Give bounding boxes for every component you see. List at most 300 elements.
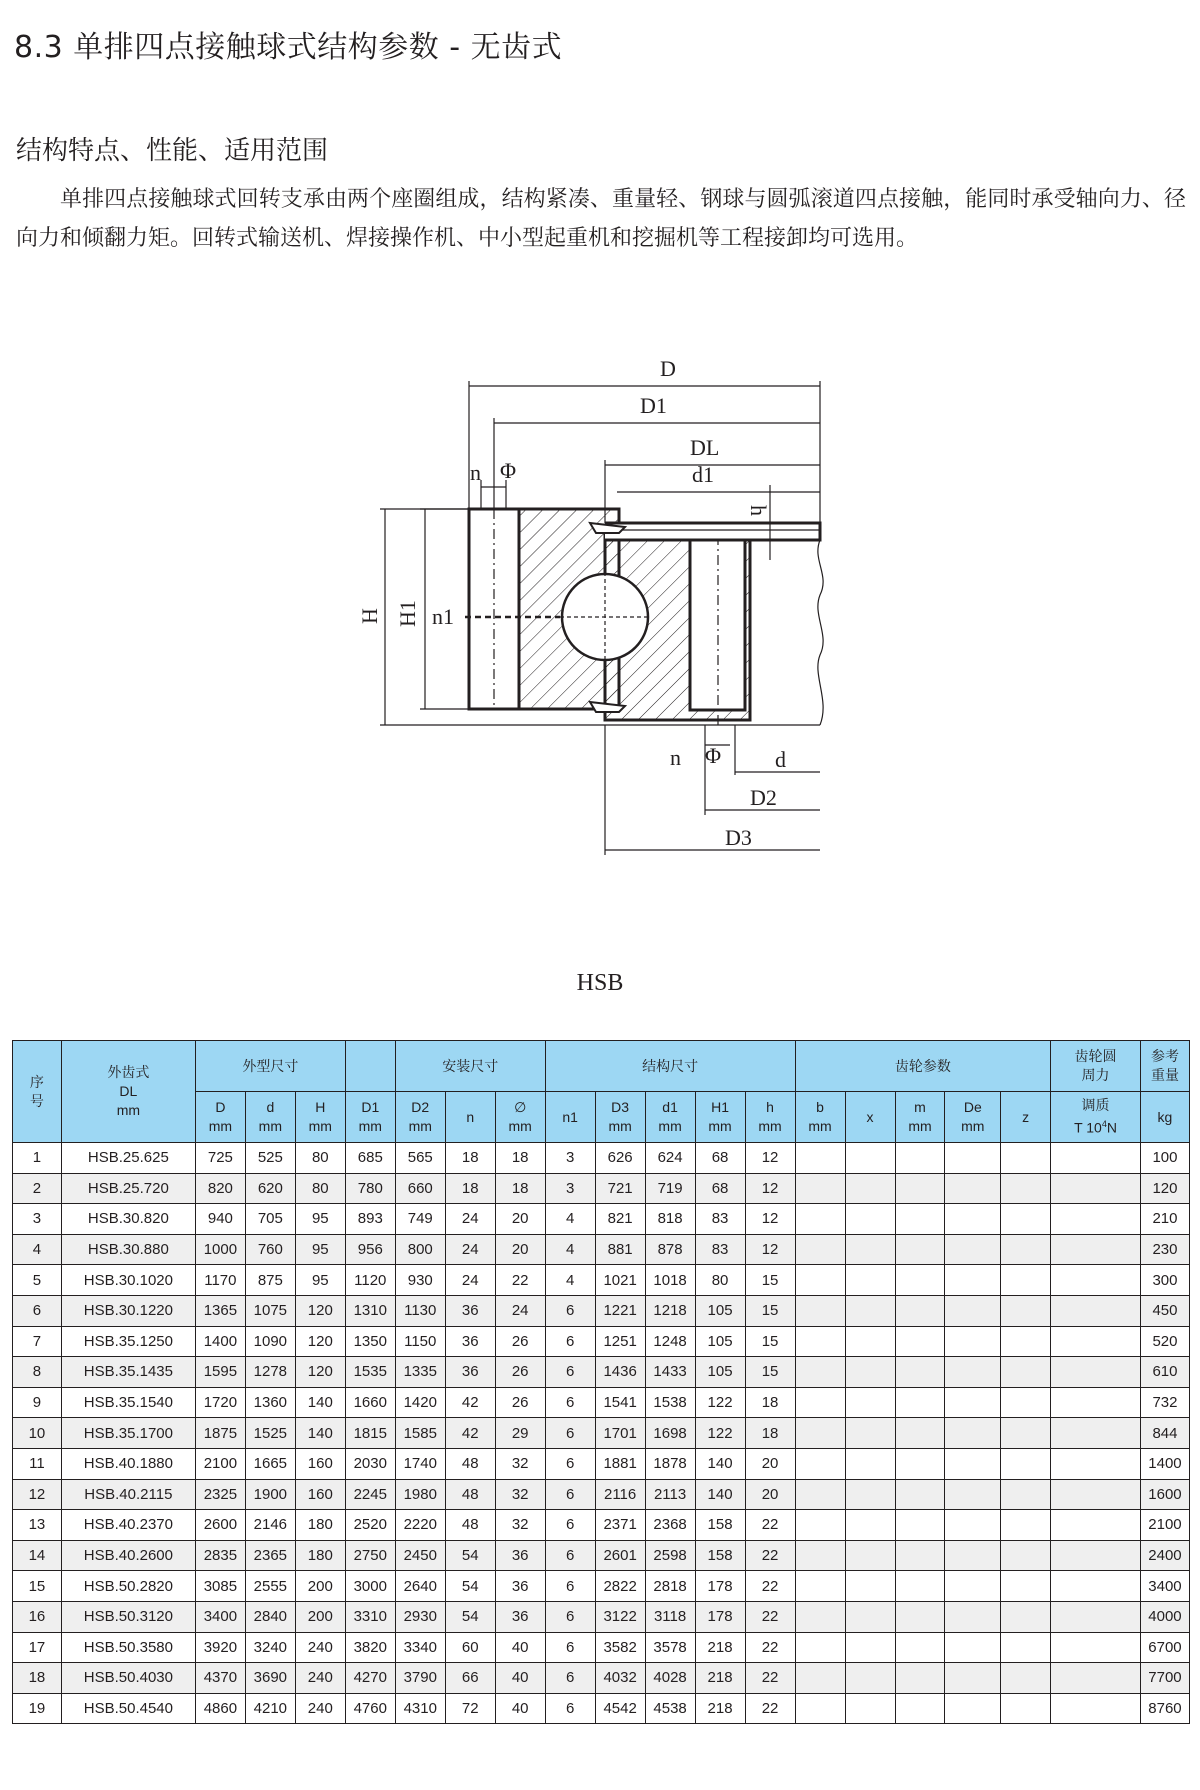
table-cell: 140 bbox=[695, 1448, 745, 1479]
table-cell: 624 bbox=[645, 1143, 695, 1174]
table-cell: HSB.50.3580 bbox=[61, 1632, 195, 1663]
table-cell: 54 bbox=[445, 1601, 495, 1632]
table-cell: 1360 bbox=[245, 1387, 295, 1418]
dim-phi-top-label: Φ bbox=[500, 458, 517, 483]
table-cell: 4270 bbox=[345, 1663, 395, 1694]
table-cell bbox=[845, 1663, 895, 1694]
table-cell: 1420 bbox=[395, 1387, 445, 1418]
table-cell bbox=[945, 1234, 1001, 1265]
table-cell: 1335 bbox=[395, 1357, 445, 1388]
table-cell bbox=[1001, 1510, 1051, 1541]
table-cell: 1433 bbox=[645, 1357, 695, 1388]
col-d: d mm bbox=[245, 1092, 295, 1143]
header-d1-group bbox=[345, 1041, 395, 1092]
table-cell: 3310 bbox=[345, 1601, 395, 1632]
dim-D1-label: D1 bbox=[640, 393, 667, 418]
table-cell: 881 bbox=[595, 1234, 645, 1265]
table-cell: 18 bbox=[495, 1173, 545, 1204]
table-cell bbox=[895, 1173, 945, 1204]
section-subtitle: 结构特点、性能、适用范围 bbox=[16, 136, 329, 166]
table-cell: HSB.40.2115 bbox=[61, 1479, 195, 1510]
table-cell bbox=[945, 1326, 1001, 1357]
table-cell: 1 bbox=[13, 1143, 62, 1174]
table-cell bbox=[845, 1265, 895, 1296]
table-cell: 20 bbox=[495, 1204, 545, 1235]
table-row bbox=[13, 1571, 1190, 1602]
header-model: 外齿式 DL mm bbox=[61, 1041, 195, 1143]
table-cell: 610 bbox=[1140, 1357, 1189, 1388]
dim-H1-label: H1 bbox=[395, 600, 420, 627]
table-cell: 940 bbox=[195, 1204, 245, 1235]
table-cell: 6 bbox=[545, 1571, 595, 1602]
table-cell bbox=[895, 1571, 945, 1602]
table-cell bbox=[895, 1693, 945, 1724]
table-row bbox=[13, 1601, 1190, 1632]
table-cell: 1170 bbox=[195, 1265, 245, 1296]
table-cell: 2100 bbox=[195, 1448, 245, 1479]
table-cell: 1660 bbox=[345, 1387, 395, 1418]
table-cell bbox=[1001, 1234, 1051, 1265]
dim-n1-label: n1 bbox=[432, 604, 454, 629]
table-cell bbox=[1051, 1173, 1141, 1204]
table-cell: 15 bbox=[745, 1357, 795, 1388]
table-cell bbox=[1051, 1510, 1141, 1541]
table-cell: 1350 bbox=[345, 1326, 395, 1357]
table-cell: 2640 bbox=[395, 1571, 445, 1602]
table-cell bbox=[945, 1295, 1001, 1326]
table-cell: HSB.50.2820 bbox=[61, 1571, 195, 1602]
table-cell bbox=[895, 1387, 945, 1418]
table-cell bbox=[795, 1632, 845, 1663]
table-row bbox=[13, 1143, 1190, 1174]
table-cell: 22 bbox=[745, 1540, 795, 1571]
table-cell: 4 bbox=[545, 1234, 595, 1265]
table-cell: 20 bbox=[745, 1479, 795, 1510]
table-cell bbox=[1051, 1387, 1141, 1418]
table-cell: 105 bbox=[695, 1326, 745, 1357]
table-cell: 3 bbox=[545, 1173, 595, 1204]
dim-D2-label: D2 bbox=[750, 785, 777, 810]
table-cell bbox=[1051, 1663, 1141, 1694]
dim-D3-label: D3 bbox=[725, 825, 752, 850]
table-cell bbox=[945, 1173, 1001, 1204]
table-cell: 6 bbox=[545, 1663, 595, 1694]
table-cell: 240 bbox=[295, 1693, 345, 1724]
table-cell bbox=[1051, 1418, 1141, 1449]
table-cell: 3582 bbox=[595, 1632, 645, 1663]
spec-table bbox=[12, 1040, 1190, 1724]
table-cell: 2371 bbox=[595, 1510, 645, 1541]
table-cell: 22 bbox=[745, 1693, 795, 1724]
table-cell bbox=[1001, 1357, 1051, 1388]
table-cell bbox=[1001, 1601, 1051, 1632]
table-cell: HSB.25.720 bbox=[61, 1173, 195, 1204]
header-weight: 参考 重量 bbox=[1140, 1041, 1189, 1092]
table-cell: 140 bbox=[295, 1418, 345, 1449]
table-cell: 7 bbox=[13, 1326, 62, 1357]
col-phi: ∅ mm bbox=[495, 1092, 545, 1143]
table-cell: 1436 bbox=[595, 1357, 645, 1388]
table-cell bbox=[895, 1418, 945, 1449]
table-cell: 4860 bbox=[195, 1693, 245, 1724]
table-cell: 705 bbox=[245, 1204, 295, 1235]
table-cell: 218 bbox=[695, 1632, 745, 1663]
table-cell: 1000 bbox=[195, 1234, 245, 1265]
table-cell: 565 bbox=[395, 1143, 445, 1174]
table-row bbox=[13, 1295, 1190, 1326]
table-cell: 54 bbox=[445, 1571, 495, 1602]
table-cell: 83 bbox=[695, 1234, 745, 1265]
table-cell: HSB.30.1020 bbox=[61, 1265, 195, 1296]
table-cell: 12 bbox=[745, 1173, 795, 1204]
table-cell bbox=[1001, 1143, 1051, 1174]
table-cell: HSB.40.2600 bbox=[61, 1540, 195, 1571]
table-cell: 878 bbox=[645, 1234, 695, 1265]
table-cell: 1278 bbox=[245, 1357, 295, 1388]
header-outer-dimensions: 外型尺寸 bbox=[195, 1041, 345, 1092]
table-cell bbox=[1051, 1448, 1141, 1479]
table-cell: 68 bbox=[695, 1143, 745, 1174]
table-cell: 2365 bbox=[245, 1540, 295, 1571]
table-cell: 15 bbox=[745, 1295, 795, 1326]
table-cell: 105 bbox=[695, 1295, 745, 1326]
table-row bbox=[13, 1448, 1190, 1479]
table-cell: 12 bbox=[13, 1479, 62, 1510]
table-cell bbox=[845, 1418, 895, 1449]
table-cell: 3578 bbox=[645, 1632, 695, 1663]
table-cell: 3400 bbox=[195, 1601, 245, 1632]
table-cell: 22 bbox=[745, 1632, 795, 1663]
table-cell: 1525 bbox=[245, 1418, 295, 1449]
table-cell bbox=[845, 1540, 895, 1571]
table-cell: 2325 bbox=[195, 1479, 245, 1510]
table-cell: 1248 bbox=[645, 1326, 695, 1357]
table-cell bbox=[895, 1448, 945, 1479]
table-cell: 2100 bbox=[1140, 1510, 1189, 1541]
table-cell bbox=[795, 1357, 845, 1388]
table-row bbox=[13, 1632, 1190, 1663]
table-cell bbox=[845, 1479, 895, 1510]
table-cell: 158 bbox=[695, 1540, 745, 1571]
table-cell bbox=[895, 1663, 945, 1694]
col-b: b mm bbox=[795, 1092, 845, 1143]
table-cell: 4000 bbox=[1140, 1601, 1189, 1632]
table-cell: 178 bbox=[695, 1571, 745, 1602]
table-cell: 1585 bbox=[395, 1418, 445, 1449]
table-cell: 6700 bbox=[1140, 1632, 1189, 1663]
table-cell: 120 bbox=[295, 1326, 345, 1357]
col-force: 调质 T $10^4N$ bbox=[1051, 1092, 1141, 1143]
table-cell: 22 bbox=[745, 1571, 795, 1602]
table-cell: 719 bbox=[645, 1173, 695, 1204]
table-cell: 3 bbox=[13, 1204, 62, 1235]
table-cell bbox=[1001, 1204, 1051, 1235]
table-cell: 48 bbox=[445, 1479, 495, 1510]
table-cell: 3690 bbox=[245, 1663, 295, 1694]
table-row bbox=[13, 1510, 1190, 1541]
table-cell bbox=[1051, 1571, 1141, 1602]
table-cell bbox=[795, 1601, 845, 1632]
table-cell: 844 bbox=[1140, 1418, 1189, 1449]
table-cell: 200 bbox=[295, 1601, 345, 1632]
table-cell: 732 bbox=[1140, 1387, 1189, 1418]
dim-phi-bottom-label: Φ bbox=[705, 743, 722, 768]
table-cell: 48 bbox=[445, 1448, 495, 1479]
table-cell: 1698 bbox=[645, 1418, 695, 1449]
header-install-dimensions: 安装尺寸 bbox=[395, 1041, 545, 1092]
table-row bbox=[13, 1540, 1190, 1571]
table-cell: 1665 bbox=[245, 1448, 295, 1479]
table-cell: 66 bbox=[445, 1663, 495, 1694]
table-cell: 875 bbox=[245, 1265, 295, 1296]
table-cell bbox=[1051, 1632, 1141, 1663]
table-cell: 4310 bbox=[395, 1693, 445, 1724]
table-cell: 13 bbox=[13, 1510, 62, 1541]
col-n1: n1 bbox=[545, 1092, 595, 1143]
table-cell bbox=[1001, 1387, 1051, 1418]
table-cell: 18 bbox=[745, 1418, 795, 1449]
table-cell: 3000 bbox=[345, 1571, 395, 1602]
table-cell: 1878 bbox=[645, 1448, 695, 1479]
table-cell: 12 bbox=[745, 1143, 795, 1174]
table-cell bbox=[1001, 1663, 1051, 1694]
table-cell bbox=[795, 1204, 845, 1235]
table-cell bbox=[895, 1326, 945, 1357]
header-structure-dimensions: 结构尺寸 bbox=[545, 1041, 795, 1092]
table-cell: 1980 bbox=[395, 1479, 445, 1510]
table-cell: 9 bbox=[13, 1387, 62, 1418]
table-cell: 1720 bbox=[195, 1387, 245, 1418]
table-cell: 626 bbox=[595, 1143, 645, 1174]
table-cell: HSB.35.1435 bbox=[61, 1357, 195, 1388]
table-cell: 2835 bbox=[195, 1540, 245, 1571]
col-D1: D1 mm bbox=[345, 1092, 395, 1143]
table-cell: 2930 bbox=[395, 1601, 445, 1632]
table-cell: 1535 bbox=[345, 1357, 395, 1388]
table-cell: 24 bbox=[495, 1295, 545, 1326]
table-cell bbox=[1051, 1540, 1141, 1571]
table-cell: 6 bbox=[545, 1510, 595, 1541]
table-cell: 54 bbox=[445, 1540, 495, 1571]
bearing-cross-section-diagram bbox=[0, 340, 1200, 880]
table-cell: 4 bbox=[13, 1234, 62, 1265]
table-cell: HSB.40.1880 bbox=[61, 1448, 195, 1479]
table-cell: 24 bbox=[445, 1265, 495, 1296]
table-cell: 26 bbox=[495, 1387, 545, 1418]
table-cell bbox=[945, 1663, 1001, 1694]
table-cell: 14 bbox=[13, 1540, 62, 1571]
table-cell: 525 bbox=[245, 1143, 295, 1174]
table-cell bbox=[945, 1632, 1001, 1663]
table-cell bbox=[945, 1540, 1001, 1571]
table-cell: 18 bbox=[445, 1173, 495, 1204]
table-cell: 2146 bbox=[245, 1510, 295, 1541]
table-cell: 721 bbox=[595, 1173, 645, 1204]
table-cell: 749 bbox=[395, 1204, 445, 1235]
table-cell: 800 bbox=[395, 1234, 445, 1265]
table-cell: 300 bbox=[1140, 1265, 1189, 1296]
dim-n-top-label: n bbox=[470, 460, 481, 485]
table-cell: 660 bbox=[395, 1173, 445, 1204]
table-cell: 5 bbox=[13, 1265, 62, 1296]
table-row bbox=[13, 1234, 1190, 1265]
table-cell bbox=[845, 1357, 895, 1388]
table-cell: 1018 bbox=[645, 1265, 695, 1296]
table-cell: 26 bbox=[495, 1326, 545, 1357]
table-cell: 6 bbox=[545, 1295, 595, 1326]
table-cell: 6 bbox=[545, 1540, 595, 1571]
table-cell: 1900 bbox=[245, 1479, 295, 1510]
table-cell bbox=[795, 1479, 845, 1510]
table-cell bbox=[1051, 1601, 1141, 1632]
table-cell: 95 bbox=[295, 1265, 345, 1296]
table-cell: 6 bbox=[545, 1418, 595, 1449]
table-cell: 820 bbox=[195, 1173, 245, 1204]
table-cell: 4 bbox=[545, 1265, 595, 1296]
table-cell bbox=[1051, 1234, 1141, 1265]
table-cell: 20 bbox=[745, 1448, 795, 1479]
table-cell: 240 bbox=[295, 1663, 345, 1694]
table-cell: 180 bbox=[295, 1510, 345, 1541]
dim-DL-label: DL bbox=[690, 435, 720, 460]
table-cell bbox=[895, 1510, 945, 1541]
table-cell: 4760 bbox=[345, 1693, 395, 1724]
table-cell: 2520 bbox=[345, 1510, 395, 1541]
col-weight: kg bbox=[1140, 1092, 1189, 1143]
table-cell bbox=[895, 1295, 945, 1326]
table-cell: 3790 bbox=[395, 1663, 445, 1694]
table-cell: 3085 bbox=[195, 1571, 245, 1602]
table-cell: 11 bbox=[13, 1448, 62, 1479]
table-cell: 4028 bbox=[645, 1663, 695, 1694]
table-cell bbox=[945, 1601, 1001, 1632]
dim-n-bottom-label: n bbox=[670, 745, 681, 770]
table-cell: 80 bbox=[295, 1143, 345, 1174]
table-cell bbox=[1051, 1479, 1141, 1510]
table-cell: 2750 bbox=[345, 1540, 395, 1571]
dim-h-label: h bbox=[746, 505, 771, 516]
header-gear-force: 齿轮圆 周力 bbox=[1051, 1041, 1141, 1092]
table-cell bbox=[845, 1571, 895, 1602]
col-n: n bbox=[445, 1092, 495, 1143]
table-cell: 160 bbox=[295, 1479, 345, 1510]
table-cell: 6 bbox=[13, 1295, 62, 1326]
col-x: x bbox=[845, 1092, 895, 1143]
model-series-label: HSB bbox=[576, 970, 624, 996]
table-cell: 18 bbox=[745, 1387, 795, 1418]
table-cell: 10 bbox=[13, 1418, 62, 1449]
table-cell bbox=[795, 1295, 845, 1326]
table-cell bbox=[795, 1571, 845, 1602]
table-cell: 36 bbox=[495, 1601, 545, 1632]
table-cell: 2555 bbox=[245, 1571, 295, 1602]
table-cell: 6 bbox=[545, 1326, 595, 1357]
table-cell: 893 bbox=[345, 1204, 395, 1235]
table-cell: 178 bbox=[695, 1601, 745, 1632]
table-cell bbox=[945, 1387, 1001, 1418]
header-index: 序 号 bbox=[13, 1041, 62, 1143]
table-cell bbox=[795, 1540, 845, 1571]
table-cell bbox=[1001, 1479, 1051, 1510]
table-cell: 1365 bbox=[195, 1295, 245, 1326]
table-cell: 6 bbox=[545, 1601, 595, 1632]
col-D: D mm bbox=[195, 1092, 245, 1143]
header-gear-parameters: 齿轮参数 bbox=[795, 1041, 1051, 1092]
table-cell: 1538 bbox=[645, 1387, 695, 1418]
table-cell bbox=[845, 1295, 895, 1326]
dim-d-label: d bbox=[775, 747, 786, 772]
table-cell: 1600 bbox=[1140, 1479, 1189, 1510]
table-cell: 22 bbox=[745, 1601, 795, 1632]
table-cell bbox=[795, 1326, 845, 1357]
table-cell: 1021 bbox=[595, 1265, 645, 1296]
table-cell bbox=[1001, 1173, 1051, 1204]
col-d1: d1 mm bbox=[645, 1092, 695, 1143]
table-cell: 42 bbox=[445, 1418, 495, 1449]
table-cell: 180 bbox=[295, 1540, 345, 1571]
table-cell: 6 bbox=[545, 1693, 595, 1724]
table-cell: 2822 bbox=[595, 1571, 645, 1602]
table-cell bbox=[895, 1632, 945, 1663]
table-cell bbox=[795, 1663, 845, 1694]
table-cell: 4210 bbox=[245, 1693, 295, 1724]
table-cell: 1881 bbox=[595, 1448, 645, 1479]
table-row bbox=[13, 1693, 1190, 1724]
table-cell: 821 bbox=[595, 1204, 645, 1235]
dim-H-label: H bbox=[357, 608, 382, 624]
table-cell: 120 bbox=[295, 1295, 345, 1326]
table-cell: 40 bbox=[495, 1663, 545, 1694]
table-cell: 3122 bbox=[595, 1601, 645, 1632]
dim-d1-label: d1 bbox=[692, 462, 714, 487]
table-cell: 32 bbox=[495, 1448, 545, 1479]
table-cell: 218 bbox=[695, 1693, 745, 1724]
col-z: z bbox=[1001, 1092, 1051, 1143]
table-cell bbox=[945, 1143, 1001, 1174]
col-D2: D2 mm bbox=[395, 1092, 445, 1143]
table-cell: 24 bbox=[445, 1204, 495, 1235]
table-cell: 122 bbox=[695, 1387, 745, 1418]
table-cell: 36 bbox=[495, 1540, 545, 1571]
table-row bbox=[13, 1326, 1190, 1357]
table-cell bbox=[1001, 1571, 1051, 1602]
table-cell: HSB.50.4540 bbox=[61, 1693, 195, 1724]
table-cell: 18 bbox=[13, 1663, 62, 1694]
table-cell bbox=[1001, 1693, 1051, 1724]
table-cell bbox=[845, 1510, 895, 1541]
table-cell: 12 bbox=[745, 1204, 795, 1235]
table-cell: 22 bbox=[745, 1510, 795, 1541]
table-cell: 1310 bbox=[345, 1295, 395, 1326]
table-cell: HSB.50.3120 bbox=[61, 1601, 195, 1632]
table-cell: 218 bbox=[695, 1663, 745, 1694]
table-cell: 24 bbox=[445, 1234, 495, 1265]
col-D3: D3 mm bbox=[595, 1092, 645, 1143]
spec-table-header bbox=[13, 1041, 1190, 1143]
table-cell: 780 bbox=[345, 1173, 395, 1204]
table-cell: 1150 bbox=[395, 1326, 445, 1357]
table-cell: 2030 bbox=[345, 1448, 395, 1479]
table-cell: 4538 bbox=[645, 1693, 695, 1724]
table-cell bbox=[845, 1173, 895, 1204]
table-cell: 68 bbox=[695, 1173, 745, 1204]
table-cell: 818 bbox=[645, 1204, 695, 1235]
table-cell bbox=[895, 1479, 945, 1510]
table-cell: HSB.50.4030 bbox=[61, 1663, 195, 1694]
table-cell bbox=[945, 1693, 1001, 1724]
table-cell bbox=[1051, 1143, 1141, 1174]
col-m: m mm bbox=[895, 1092, 945, 1143]
